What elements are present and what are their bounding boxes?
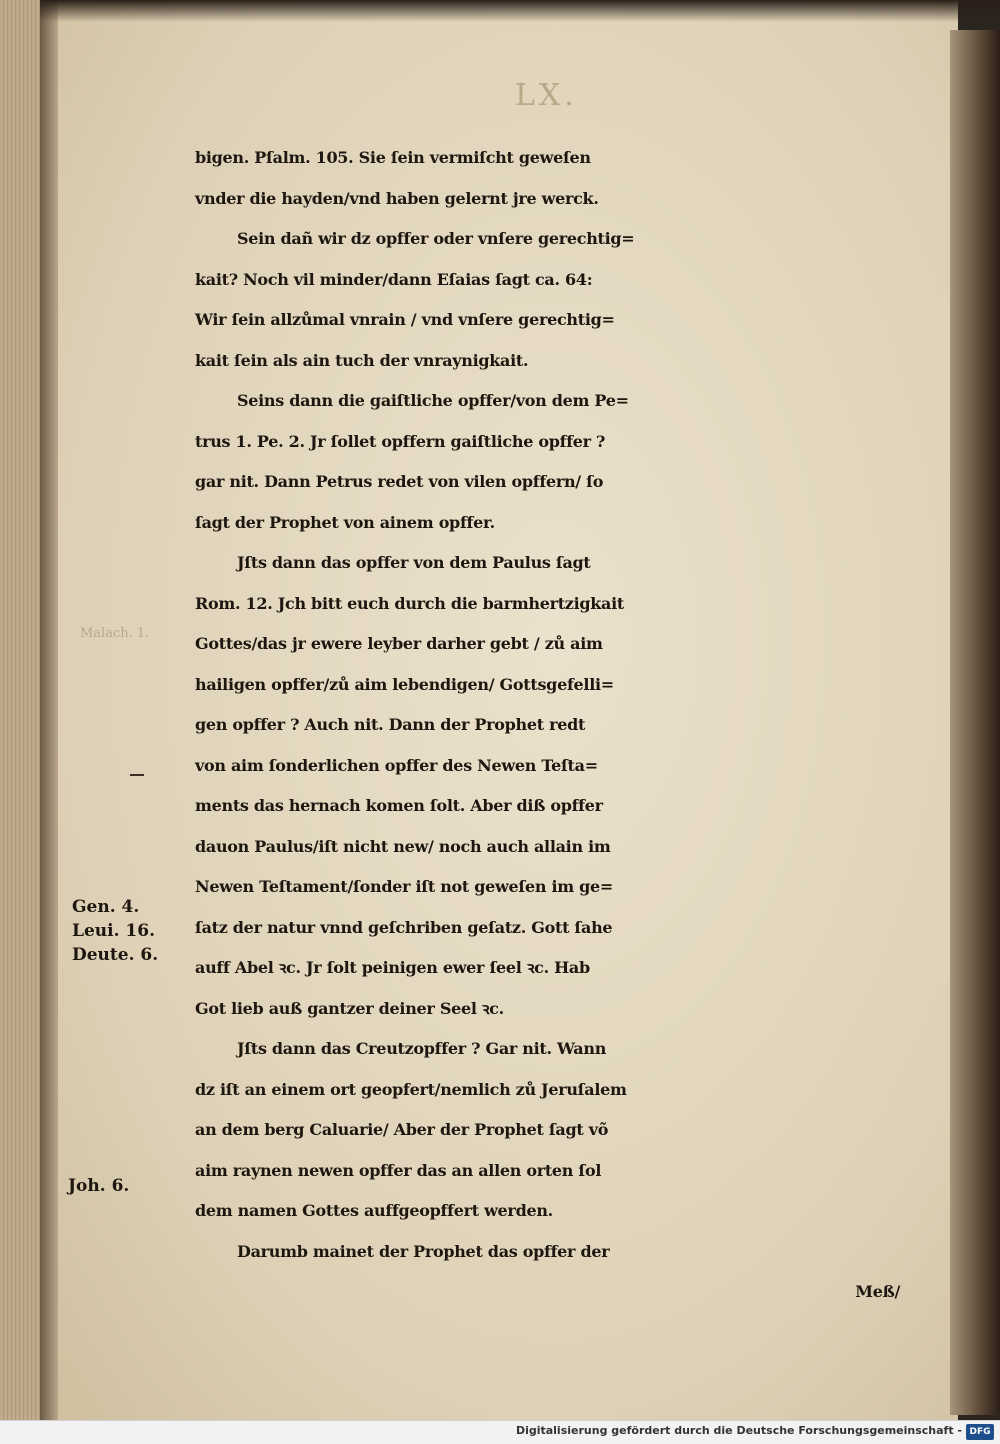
footer-credit: Digitalisierung gefördert durch die Deutsche Forschungsgemeinschaft - bbox=[515, 1424, 962, 1437]
text-line: gen opffer ? Auch nit. Dann der Prophet redt bbox=[195, 715, 586, 734]
text-line: an dem berg Caluarie/ Aber der Prophet ſagt võ bbox=[195, 1120, 609, 1139]
text-line: dz iſt an einem ort geopfert/nemlich zů Jeruſalem bbox=[195, 1079, 627, 1099]
margin-note-joh: Joh. 6. bbox=[68, 1176, 130, 1196]
book-right-edge bbox=[950, 30, 1000, 1415]
text-line: ſagt der Prophet von ainem opffer. bbox=[195, 512, 495, 532]
text-line: Sein dañ wir dz opffer oder vnſere gerechtig= bbox=[237, 229, 635, 248]
text-line: Newen Teſtament/ſonder iſt not geweſen im ge= bbox=[195, 877, 614, 896]
text-line: vnder die hayden/vnd haben gelernt jre werck. bbox=[195, 188, 599, 208]
margin-mark bbox=[130, 774, 144, 776]
text-line: von aim ſonderlichen opffer des Newen Teſta= bbox=[195, 755, 598, 775]
text-line: Gottes/das jr ewere leyber darher gebt / zů aim bbox=[195, 634, 603, 653]
body-text bbox=[195, 138, 915, 1313]
text-line: Wir ſein allzůmal vnrain / vnd vnſere gerechtig= bbox=[195, 310, 615, 329]
text-line: Jſts dann das opffer von dem Paulus ſagt bbox=[237, 553, 591, 572]
text-line: trus 1. Pe. 2. Jr ſollet opffern gaiſtliche opffer ? bbox=[195, 431, 606, 451]
margin-note-leui: Leui. 16. bbox=[72, 921, 155, 941]
text-line: gar nit. Dann Petrus redet von vilen opffern/ ſo bbox=[195, 472, 604, 491]
folio-number: LX. bbox=[515, 78, 578, 113]
dfg-logo-icon: DFG bbox=[966, 1424, 994, 1440]
text-line: Seins dann die gaiſtliche opffer/von dem Pe= bbox=[237, 391, 629, 410]
text-line: Jſts dann das Creutzopffer ? Gar nit. Wann bbox=[237, 1039, 607, 1058]
text-line: hailigen opffer/zů aim lebendigen/ Gottsgefelli= bbox=[195, 674, 614, 694]
text-line: auff Abel ꝛc. Jr ſolt peinigen ewer ſeel ꝛc. Hab bbox=[195, 958, 590, 977]
margin-note-gen: Gen. 4. bbox=[72, 897, 140, 917]
margin-note-deute: Deute. 6. bbox=[72, 945, 159, 965]
text-line: aim raynen newen opffer das an allen orten ſol bbox=[195, 1160, 602, 1180]
text-line: ments das hernach komen ſolt. Aber diß opffer bbox=[195, 796, 603, 815]
margin-note-malach: Malach. 1. bbox=[80, 626, 150, 641]
text-line: Got lieb auß gantzer deiner Seel ꝛc. bbox=[195, 998, 504, 1018]
top-shadow bbox=[40, 0, 1000, 22]
text-line: dauon Paulus/iſt nicht new/ noch auch allain im bbox=[195, 836, 611, 856]
catchword: Meß/ bbox=[855, 1282, 900, 1301]
text-line: kait ſein als ain tuch der vnraynigkait. bbox=[195, 350, 529, 370]
text-line: Rom. 12. Jch bitt euch durch die barmhertzigkait bbox=[195, 593, 624, 613]
text-line: Darumb mainet der Prophet das opffer der bbox=[237, 1241, 610, 1261]
text-line: ſatz der natur vnnd geſchriben geſatz. Gott ſahe bbox=[195, 917, 613, 937]
footer-bar bbox=[0, 1420, 1000, 1444]
text-line: bigen. Pſalm. 105. Sie ſein vermiſcht geweſen bbox=[195, 148, 591, 167]
text-line: kait? Noch vil minder/dann Eſaias ſagt ca. 64: bbox=[195, 269, 593, 289]
text-line: dem namen Gottes auffgeopffert werden. bbox=[195, 1201, 553, 1220]
